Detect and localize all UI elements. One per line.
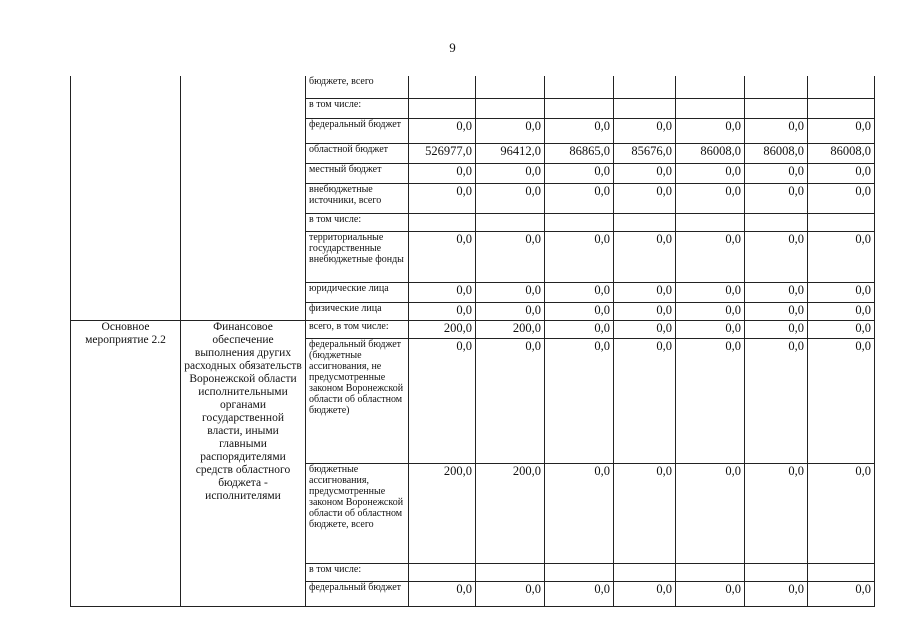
budget-table [70,76,875,607]
budget-value: 0,0 [808,163,875,183]
page-number: 9 [449,40,456,55]
budget-value: 0,0 [745,118,808,143]
funding-source-label: в том числе: [306,213,409,231]
budget-value [409,563,476,581]
budget-value [545,213,614,231]
activity-name: Финансовое обеспечение выполнения других расходных обязательств Воронежской области исполнительными органами государственной власти, иными главными распорядителями средств областного бюджета - исполнителями [181,320,306,606]
budget-value: 0,0 [676,282,745,302]
budget-value: 0,0 [614,118,676,143]
funding-source-label: федеральный бюджет [306,118,409,143]
budget-value [409,98,476,118]
budget-value [476,76,545,98]
budget-value [545,76,614,98]
funding-source-label: всего, в том числе: [306,320,409,338]
budget-value: 86008,0 [676,143,745,163]
budget-value: 0,0 [808,338,875,463]
budget-value: 0,0 [409,302,476,320]
budget-value: 0,0 [745,463,808,563]
table-row [71,320,875,338]
budget-value: 0,0 [545,320,614,338]
budget-value: 0,0 [808,282,875,302]
budget-value [614,213,676,231]
budget-value: 0,0 [476,581,545,606]
budget-value: 0,0 [676,302,745,320]
budget-value: 0,0 [745,282,808,302]
budget-value: 0,0 [409,183,476,213]
budget-value: 0,0 [614,163,676,183]
funding-source-label: областной бюджет [306,143,409,163]
budget-value: 0,0 [808,302,875,320]
budget-value: 0,0 [409,163,476,183]
funding-source-label: внебюджетные источники, всего [306,183,409,213]
budget-value: 0,0 [545,183,614,213]
budget-value [745,76,808,98]
funding-source-label: федеральный бюджет [306,581,409,606]
budget-value: 0,0 [545,282,614,302]
budget-value [676,213,745,231]
budget-value [808,563,875,581]
budget-value: 0,0 [676,320,745,338]
funding-source-label: в том числе: [306,98,409,118]
budget-value [614,98,676,118]
budget-value: 0,0 [745,302,808,320]
budget-value: 0,0 [545,231,614,282]
budget-value: 86865,0 [545,143,614,163]
budget-value: 0,0 [476,118,545,143]
budget-value [476,213,545,231]
budget-value: 0,0 [545,581,614,606]
budget-value [476,563,545,581]
budget-value [614,76,676,98]
budget-value [808,76,875,98]
budget-value: 0,0 [614,183,676,213]
funding-source-label: бюджете, всего [306,76,409,98]
name-cell-continued [181,76,306,320]
budget-value [676,76,745,98]
budget-value: 0,0 [476,338,545,463]
budget-value [545,98,614,118]
budget-value: 0,0 [676,581,745,606]
budget-value: 200,0 [409,463,476,563]
funding-source-label: федеральный бюджет (бюджетные ассигнования, не предусмотренные законом Воронежской области об областном бюджете) [306,338,409,463]
budget-value: 0,0 [808,231,875,282]
budget-value: 0,0 [545,338,614,463]
budget-value: 0,0 [614,231,676,282]
budget-value: 0,0 [409,282,476,302]
budget-value: 96412,0 [476,143,545,163]
table-row [71,76,875,98]
budget-value: 200,0 [476,320,545,338]
budget-value: 0,0 [676,463,745,563]
budget-value: 0,0 [545,302,614,320]
budget-value: 0,0 [476,163,545,183]
funding-source-label: юридические лица [306,282,409,302]
budget-value: 0,0 [409,231,476,282]
budget-value: 0,0 [545,118,614,143]
budget-value: 0,0 [614,302,676,320]
budget-value: 0,0 [676,338,745,463]
budget-value: 0,0 [476,231,545,282]
budget-value: 0,0 [409,338,476,463]
budget-value: 0,0 [808,320,875,338]
budget-value [808,98,875,118]
budget-value: 0,0 [745,338,808,463]
budget-value: 0,0 [409,581,476,606]
budget-value: 0,0 [614,338,676,463]
budget-value: 0,0 [676,163,745,183]
budget-value: 0,0 [808,183,875,213]
budget-value [676,563,745,581]
budget-value: 0,0 [745,163,808,183]
budget-value [409,213,476,231]
budget-value: 0,0 [676,183,745,213]
budget-value: 0,0 [745,231,808,282]
status-cell-continued [71,76,181,320]
funding-source-label: территориальные государственные внебюджетные фонды [306,231,409,282]
funding-source-label: физические лица [306,302,409,320]
budget-value: 0,0 [476,302,545,320]
budget-value: 0,0 [676,118,745,143]
budget-value [614,563,676,581]
budget-value: 0,0 [476,183,545,213]
budget-value: 0,0 [614,463,676,563]
budget-value: 0,0 [614,581,676,606]
budget-value [745,98,808,118]
funding-source-label: местный бюджет [306,163,409,183]
funding-source-label: в том числе: [306,563,409,581]
budget-value: 0,0 [745,320,808,338]
activity-status: Основное мероприятие 2.2 [71,320,181,606]
budget-value [745,213,808,231]
budget-value [409,76,476,98]
budget-value: 526977,0 [409,143,476,163]
budget-value [808,213,875,231]
budget-value: 0,0 [808,463,875,563]
budget-value: 0,0 [614,282,676,302]
budget-value [676,98,745,118]
budget-value [545,563,614,581]
budget-value: 0,0 [676,231,745,282]
budget-value: 0,0 [745,183,808,213]
budget-value: 0,0 [476,282,545,302]
budget-value: 85676,0 [614,143,676,163]
budget-value: 0,0 [409,118,476,143]
budget-value: 0,0 [745,581,808,606]
budget-value: 86008,0 [808,143,875,163]
funding-source-label: бюджетные ассигнования, предусмотренные законом Воронежской области об областном бюджете, всего [306,463,409,563]
budget-value: 200,0 [476,463,545,563]
budget-value: 86008,0 [745,143,808,163]
budget-value [745,563,808,581]
budget-value: 0,0 [808,118,875,143]
budget-value: 200,0 [409,320,476,338]
budget-value [476,98,545,118]
budget-value: 0,0 [545,163,614,183]
budget-value: 0,0 [808,581,875,606]
budget-value: 0,0 [614,320,676,338]
budget-value: 0,0 [545,463,614,563]
